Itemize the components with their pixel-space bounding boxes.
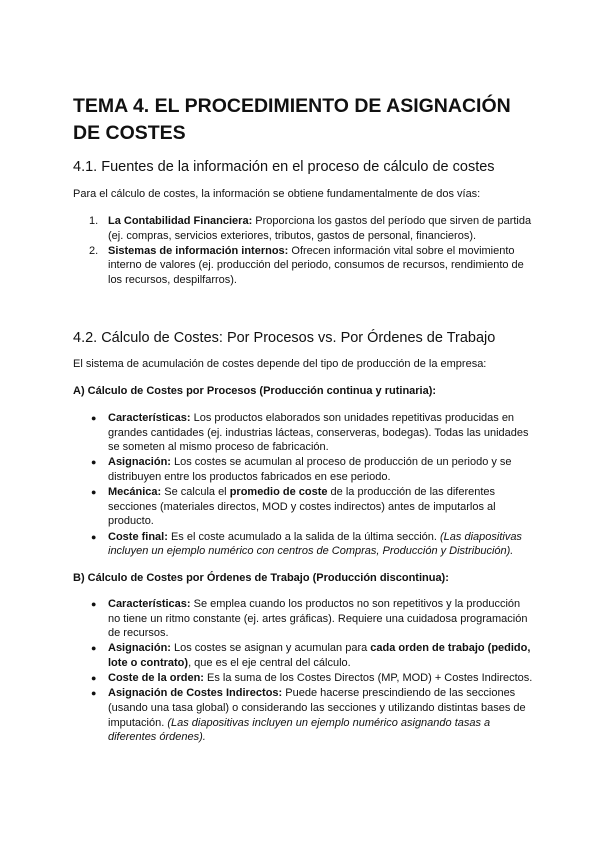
list-item	[73, 641, 533, 670]
item-label: Mecánica:	[108, 486, 162, 499]
list-item	[73, 411, 533, 455]
item-text: Es el coste acumulado a la salida de la última sección.	[167, 530, 440, 543]
part-a-heading: A) Cálculo de Costes por Procesos (Producción continua y rutinaria):	[73, 385, 437, 397]
item-text: Es la suma de los Costes Directos (MP, MOD) + Costes Indirectos.	[203, 672, 533, 685]
list-item	[73, 455, 533, 484]
bullet: ●	[91, 673, 97, 684]
item-text: Los productos elaborados son unidades repetitivas producidas en grandes cantidades (ej. industrias lácteas, conserveras, bodegas). Todas las unidades se someten al mismo proceso de fabricación.	[108, 412, 529, 454]
item-label: Coste de la orden:	[108, 672, 204, 685]
item-text: de la producción de las diferentes secciones (materiales directos, MOD y costes indirectos) antes de imputarlos al producto.	[108, 486, 496, 528]
section-2-intro: El sistema de acumulación de costes depende del tipo de producción de la empresa:	[73, 358, 487, 370]
list-number: 1.	[89, 215, 99, 227]
item-label: Coste final:	[108, 530, 168, 543]
list-item	[73, 244, 533, 288]
item-label: Asignación:	[108, 642, 171, 655]
item-label: Asignación:	[108, 456, 171, 469]
list-item	[73, 530, 533, 559]
document-title: TEMA 4. EL PROCEDIMIENTO DE ASIGNACIÓN DE COSTES	[73, 95, 511, 144]
list-item	[73, 597, 533, 641]
bullet: ●	[91, 531, 97, 542]
item-text: , que es el eje central del cálculo.	[188, 656, 351, 669]
item-emphasis: cada orden de trabajo (pedido, lote o contrato)	[108, 642, 531, 669]
bullet: ●	[91, 457, 97, 468]
bullet: ●	[91, 413, 97, 423]
bullet: ●	[91, 487, 97, 498]
item-label: Características:	[108, 412, 191, 424]
part-b-list	[73, 597, 533, 745]
item-text: Puede hacerse prescindiendo de las secciones (usando una tasa global) o considerando las secciones y utilizando distintas bases de imputación.	[108, 687, 526, 729]
bullet: ●	[91, 599, 97, 609]
list-item	[73, 485, 533, 529]
item-label: Asignación de Costes Indirectos:	[108, 687, 283, 700]
list-item	[73, 686, 533, 744]
list-item	[73, 214, 533, 243]
item-text: Los costes se asignan y acumulan para	[170, 642, 371, 655]
section-2-heading: 4.2. Cálculo de Costes: Por Procesos vs. Por Órdenes de Trabajo	[73, 330, 496, 346]
part-b-heading: B) Cálculo de Costes por Órdenes de Trabajo (Producción discontinua):	[73, 572, 449, 584]
bullet: ●	[91, 688, 97, 699]
part-a-list	[73, 411, 533, 559]
item-text: Proporciona los gastos del período que sirven de partida (ej. compras, servicios exteriores, tributos, gastos de personal, financieros).	[108, 215, 532, 242]
item-label: Sistemas de información internos:	[108, 244, 289, 257]
list-number: 2.	[89, 244, 99, 257]
item-emphasis: promedio de coste	[229, 486, 328, 499]
item-text: Ofrecen información vital sobre el movimiento interno de valores (ej. producción del periodo, consumos de recursos, rendimiento de los recursos, despilfarros).	[108, 244, 524, 286]
item-text: Se calcula el	[161, 486, 230, 499]
item-note: (Las diapositivas incluyen un ejemplo numérico con centros de Compras, Producción y Distribución).	[108, 530, 522, 558]
bullet: ●	[91, 643, 97, 654]
item-text: Se emplea cuando los productos no son repetitivos y la producción no tiene un ritmo constante (ej. artes gráficas). Requiere una cuidadosa programación de recursos.	[108, 598, 528, 640]
item-text: Los costes se acumulan al proceso de producción de un periodo y se distribuyen entre los productos fabricados en ese periodo.	[108, 456, 512, 483]
sources-list	[73, 214, 533, 288]
item-label: Características:	[108, 598, 191, 610]
section-1-heading: 4.1. Fuentes de la información en el proceso de cálculo de costes	[73, 159, 495, 175]
list-item	[73, 671, 533, 686]
section-1-intro: Para el cálculo de costes, la información se obtiene fundamentalmente de dos vías:	[73, 188, 481, 200]
item-label: La Contabilidad Financiera:	[108, 215, 253, 227]
item-note: (Las diapositivas incluyen un ejemplo numérico asignando tasas a diferentes órdenes).	[108, 716, 491, 744]
